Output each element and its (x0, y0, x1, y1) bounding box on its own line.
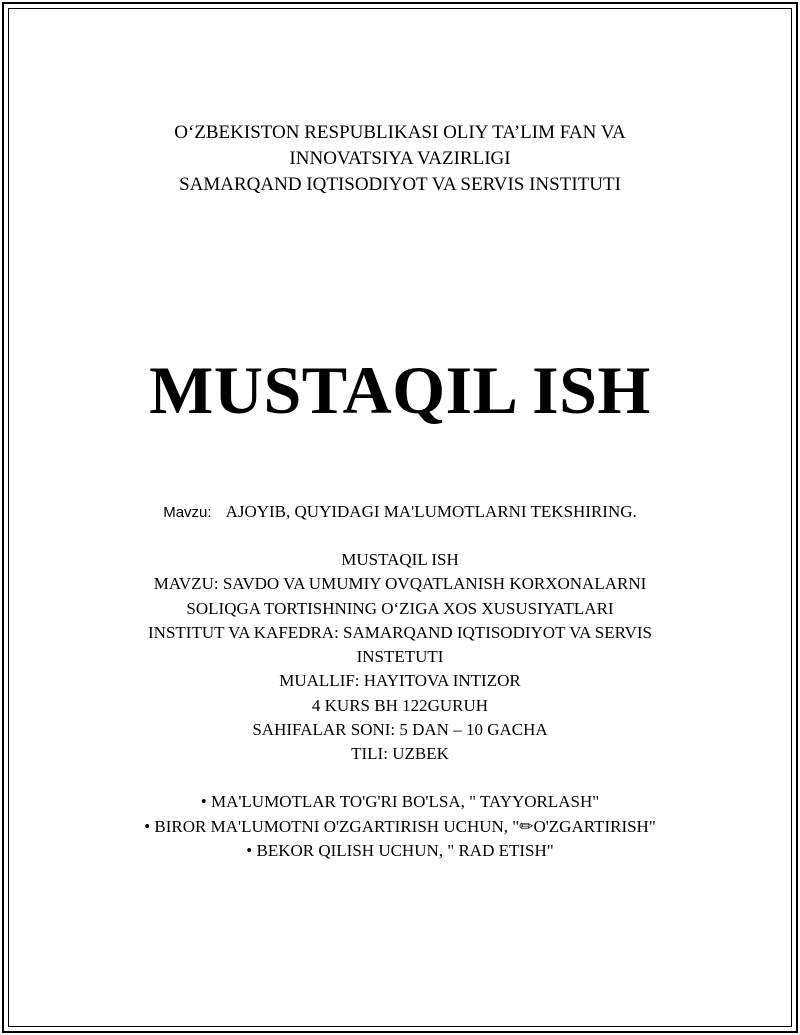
topic-line (0, 500, 800, 525)
ministry-line-2: INNOVATSIYA VAZIRLIGI (289, 148, 511, 169)
details-line-2: MAVZU: SAVDO VA UMUMIY OVQATLANISH KORXONALARNI (153, 574, 647, 594)
instruction-edit: • BIROR MA'LUMOTNI O'ZGARTIRISH UCHUN, "✏O'ZGARTIRISH" (144, 816, 656, 836)
topic-label: Mavzu: (163, 504, 212, 521)
instruction-confirm: • MA'LUMOTLAR TO'G'RI BO'LSA, " TAYYORLASH" (200, 792, 600, 811)
details-line-7: 4 KURS BH 122GURUH (311, 695, 489, 715)
ministry-line-1: O‘ZBEKISTON RESPUBLIKASI OLIY TA’LIM FAN VA (174, 122, 626, 143)
details-block (100, 548, 700, 767)
ministry-header (0, 120, 800, 198)
instruction-cancel: • BEKOR QILISH UCHUN, " RAD ETISH" (246, 841, 554, 860)
details-line-1: MUSTAQIL ISH (341, 550, 459, 569)
details-line-3: SOLIQGA TORTISHNING O‘ZIGA XOS XUSUSIYATLARI (186, 598, 614, 618)
details-line-4: INSTITUT VA KAFEDRA: SAMARQAND IQTISODIYOT VA SERVIS (148, 622, 652, 642)
instructions-list (0, 790, 800, 864)
details-line-5: INSTETUTI (356, 647, 444, 667)
institute-line: SAMARQAND IQTISODIYOT VA SERVIS INSTITUTI (179, 174, 621, 195)
details-line-8: SAHIFALAR SONI: 5 DAN – 10 GACHA (252, 720, 548, 740)
document-title: MUSTAQIL ISH (149, 352, 651, 428)
details-line-9: TILI: UZBEK (351, 744, 449, 764)
details-line-6: MUALLIF: HAYITOVA INTIZOR (279, 671, 521, 691)
topic-value: AJOYIB, QUYIDAGI MA'LUMOTLARNI TEKSHIRING. (225, 502, 637, 521)
